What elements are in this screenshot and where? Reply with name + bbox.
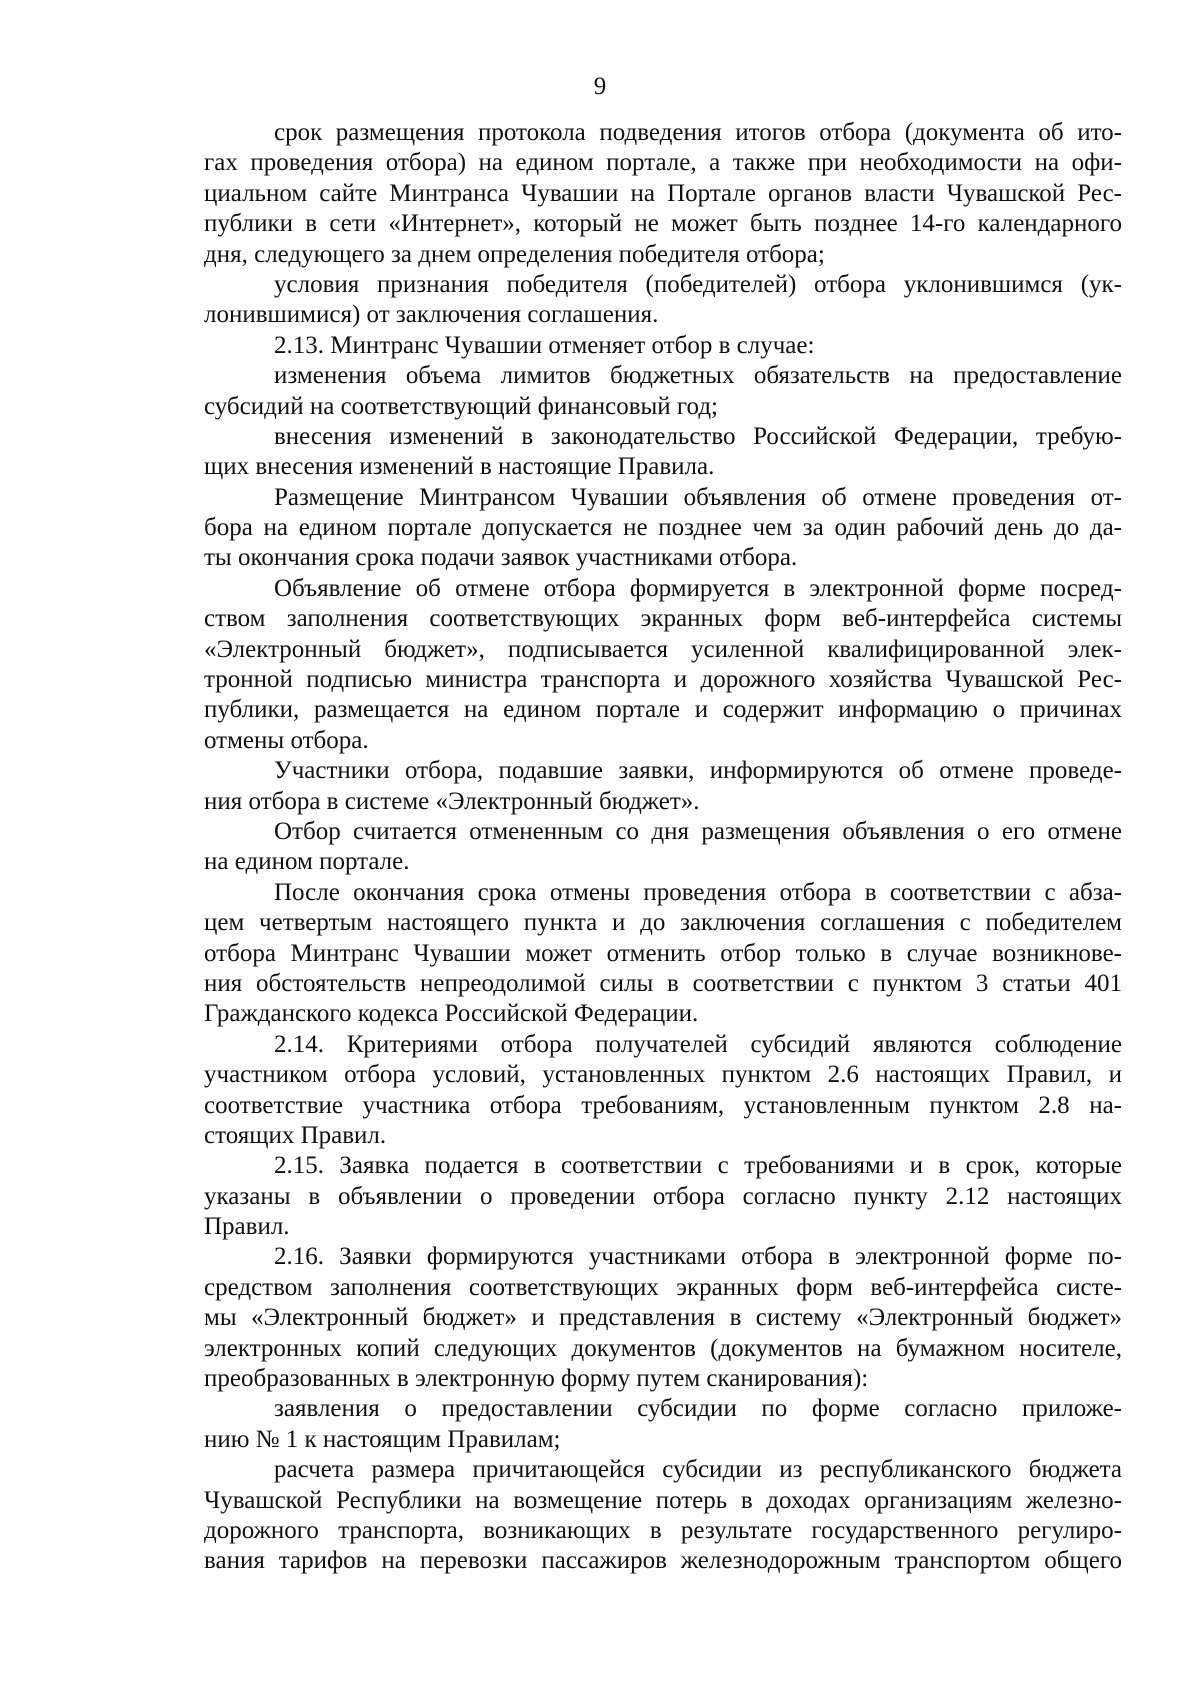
text-line: тронной подписью министра транспорта и дорожного хозяйства Чувашской Рес-: [204, 666, 1122, 694]
text-line: циальном сайте Минтранса Чувашии на Портале органов власти Чувашской Рес-: [204, 179, 1122, 207]
text-line: дорожного транспорта, возникающих в результате государственного регулиро-: [204, 1516, 1122, 1544]
text-line: 2.15. Заявка подается в соответствии с требованиями и в срок, которые: [274, 1152, 1122, 1180]
text-line: щих внесения изменений в настоящие Правила.: [204, 453, 715, 481]
text-line: заявления о предоставлении субсидии по форме согласно приложе-: [274, 1395, 1122, 1423]
text-line: ты окончания срока подачи заявок участниками отбора.: [204, 544, 798, 572]
text-line: нию № 1 к настоящим Правилам;: [204, 1425, 561, 1453]
text-line: После окончания срока отмены проведения отбора в соответствии с абза-: [274, 878, 1122, 906]
text-line: Правил.: [204, 1213, 290, 1241]
text-line: средством заполнения соответствующих экранных форм веб-интерфейса систе-: [204, 1273, 1122, 1301]
text-line: электронных копий следующих документов (документов на бумажном носителе,: [204, 1334, 1122, 1362]
text-line: отбора Минтранс Чувашии может отменить отбор только в случае возникнове-: [204, 939, 1122, 967]
text-line: стоящих Правил.: [204, 1121, 387, 1149]
text-line: изменения объема лимитов бюджетных обязательств на предоставление: [274, 362, 1122, 390]
text-line: Объявление об отмене отбора формируется в электронной форме посред-: [274, 574, 1122, 602]
text-line: Чувашской Республики на возмещение потерь в доходах организациям железно-: [204, 1486, 1122, 1514]
text-line: ством заполнения соответствующих экранных форм веб-интерфейса системы: [204, 605, 1122, 633]
text-line: Гражданского кодекса Российской Федерации.: [204, 1000, 699, 1028]
text-line: расчета размера причитающейся субсидии из республиканского бюджета: [274, 1456, 1122, 1484]
text-line: внесения изменений в законодательство Российской Федерации, требую-: [274, 422, 1122, 450]
text-line: субсидий на соответствующий финансовый год;: [204, 392, 719, 420]
text-line: мы «Электронный бюджет» и представления в систему «Электронный бюджет»: [204, 1304, 1122, 1332]
text-line: 2.13. Минтранс Чувашии отменяет отбор в случае:: [274, 331, 815, 359]
text-line: ния отбора в системе «Электронный бюджет».: [204, 787, 700, 815]
text-line: бора на едином портале допускается не позднее чем за один рабочий день до да-: [204, 514, 1122, 542]
text-line: указаны в объявлении о проведении отбора согласно пункту 2.12 настоящих: [204, 1182, 1122, 1210]
text-line: «Электронный бюджет», подписывается усиленной квалифицированной элек-: [204, 635, 1122, 663]
text-line: лонившимися) от заключения соглашения.: [204, 301, 659, 329]
text-line: Участники отбора, подавшие заявки, информируются об отмене проведе-: [274, 757, 1122, 785]
text-line: преобразованных в электронную форму путем сканирования):: [204, 1365, 869, 1393]
text-line: на едином портале.: [204, 848, 410, 876]
text-line: Отбор считается отмененным со дня размещения объявления о его отмене: [274, 817, 1122, 845]
text-line: 2.14. Критериями отбора получателей субсидий являются соблюдение: [274, 1030, 1122, 1058]
text-line: условия признания победителя (победителей) отбора уклонившимся (ук-: [274, 270, 1122, 298]
text-line: ния обстоятельств непреодолимой силы в соответствии с пунктом 3 статьи 401: [204, 969, 1122, 997]
text-line: участником отбора условий, установленных пунктом 2.6 настоящих Правил, и: [204, 1061, 1122, 1089]
text-line: отмены отбора.: [204, 726, 369, 754]
text-line: соответствие участника отбора требованиям, установленным пунктом 2.8 на-: [204, 1091, 1122, 1119]
text-line: гах проведения отбора) на едином портале, а также при необходимости на офи-: [204, 149, 1122, 177]
text-line: Размещение Минтрансом Чувашии объявления об отмене проведения от-: [274, 483, 1122, 511]
text-line: цем четвертым настоящего пункта и до заключения соглашения с победителем: [204, 909, 1122, 937]
text-line: дня, следующего за днем определения победителя отбора;: [204, 240, 825, 268]
text-line: публики в сети «Интернет», который не может быть позднее 14-го календарного: [204, 210, 1122, 238]
text-line: срок размещения протокола подведения итогов отбора (документа об ито-: [274, 119, 1122, 146]
page-number: 9: [593, 73, 607, 100]
text-line: вания тарифов на перевозки пассажиров железнодорожным транспортом общего: [204, 1547, 1122, 1575]
text-line: публики, размещается на едином портале и содержит информацию о причинах: [204, 696, 1122, 724]
document-body: [204, 118, 1122, 1577]
text-line: 2.16. Заявки формируются участниками отбора в электронной форме по-: [274, 1243, 1122, 1271]
